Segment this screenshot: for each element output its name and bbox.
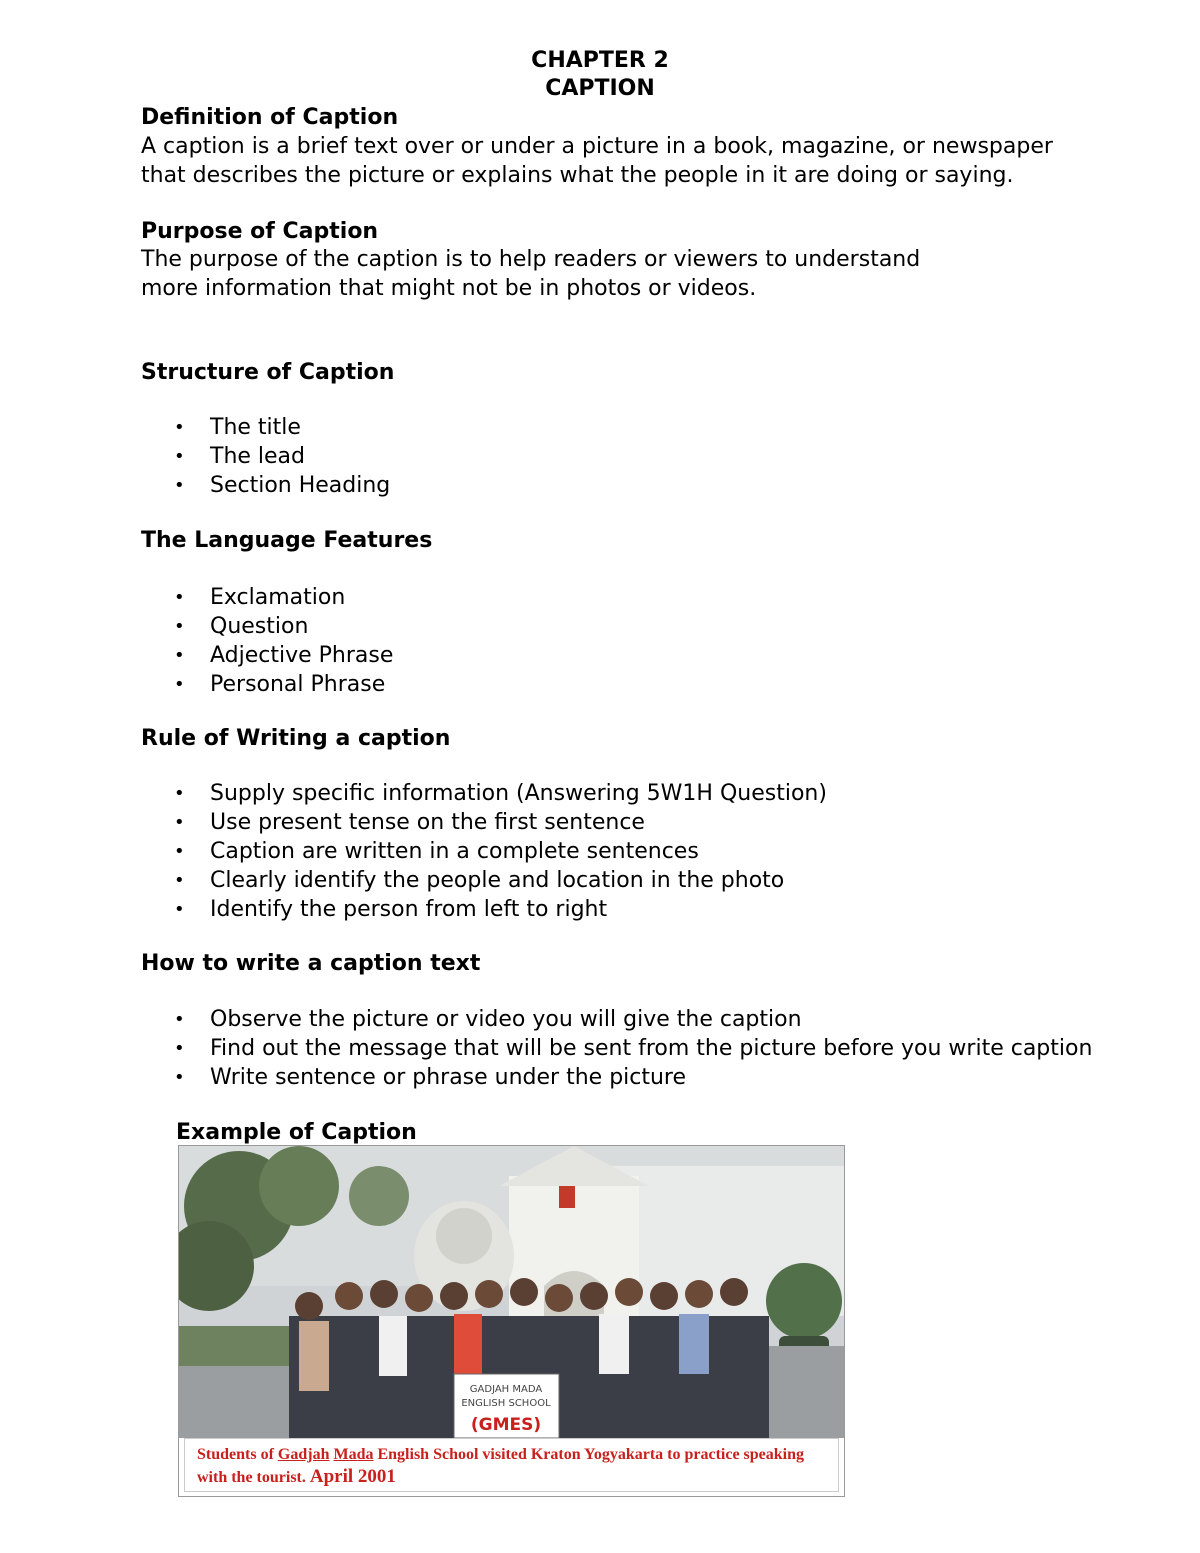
purpose-text: The purpose of the caption is to help readers or viewers to understand more information that might not be in photos or videos.: [141, 247, 921, 301]
rules-heading: Rule of Writing a caption: [141, 726, 451, 751]
howto-heading: How to write a caption text: [141, 951, 481, 976]
definition-heading: Definition of Caption: [141, 105, 399, 130]
caption-underlined-1: Gadjah: [277, 1446, 330, 1463]
list-item: • The lead: [141, 442, 390, 471]
example-photo: [178, 1145, 845, 1497]
list-item: • Question: [141, 612, 393, 641]
language-list: [141, 583, 393, 699]
list-item: • Use present tense on the first sentence: [141, 808, 827, 837]
chapter-title: CAPTION: [545, 76, 655, 101]
banner-line-3: (GMES): [470, 1415, 542, 1435]
list-item: • Find out the message that will be sent from the picture before you write caption: [141, 1034, 1092, 1063]
list-item: • Write sentence or phrase under the picture: [141, 1063, 1092, 1092]
definition-text: A caption is a brief text over or under a picture in a book, magazine, or newspaper that describes the picture or explains what the people in it are doing or saying.: [141, 134, 1053, 188]
chapter-number: CHAPTER 2: [531, 48, 669, 73]
banner-line-2: ENGLISH SCHOOL: [461, 1398, 551, 1409]
banner-line-1: GADJAH MADA: [469, 1384, 543, 1395]
list-item: • Exclamation: [141, 583, 393, 612]
purpose-heading: Purpose of Caption: [141, 219, 379, 244]
howto-list: [141, 1005, 1092, 1092]
caption-underlined-2: Mada: [333, 1446, 374, 1463]
caption-date: April 2001: [309, 1466, 396, 1487]
list-item: • Supply specific information (Answering 5W1H Question): [141, 779, 827, 808]
list-item: • Adjective Phrase: [141, 641, 393, 670]
structure-list: [141, 413, 390, 500]
language-heading: The Language Features: [141, 528, 433, 553]
list-item: • Personal Phrase: [141, 670, 393, 699]
list-item: • Section Heading: [141, 471, 390, 500]
caption-text: English School visited Kraton Yogyakarta to practice speaking with the tourist.: [197, 1446, 805, 1486]
list-item: • Identify the person from left to right: [141, 895, 827, 924]
list-item: • Observe the picture or video you will give the caption: [141, 1005, 1092, 1034]
group-photo-illustration: [179, 1146, 844, 1438]
example-heading: Example of Caption: [176, 1120, 417, 1145]
list-item: • Clearly identify the people and location in the photo: [141, 866, 827, 895]
caption-pre: Students of: [197, 1446, 274, 1463]
list-item: • Caption are written in a complete sentences: [141, 837, 827, 866]
school-banner: [454, 1374, 559, 1438]
photo-caption: [197, 1444, 837, 1489]
structure-heading: Structure of Caption: [141, 360, 395, 385]
list-item: • The title: [141, 413, 390, 442]
rules-list: [141, 779, 827, 924]
photo-caption-box: [184, 1438, 839, 1492]
